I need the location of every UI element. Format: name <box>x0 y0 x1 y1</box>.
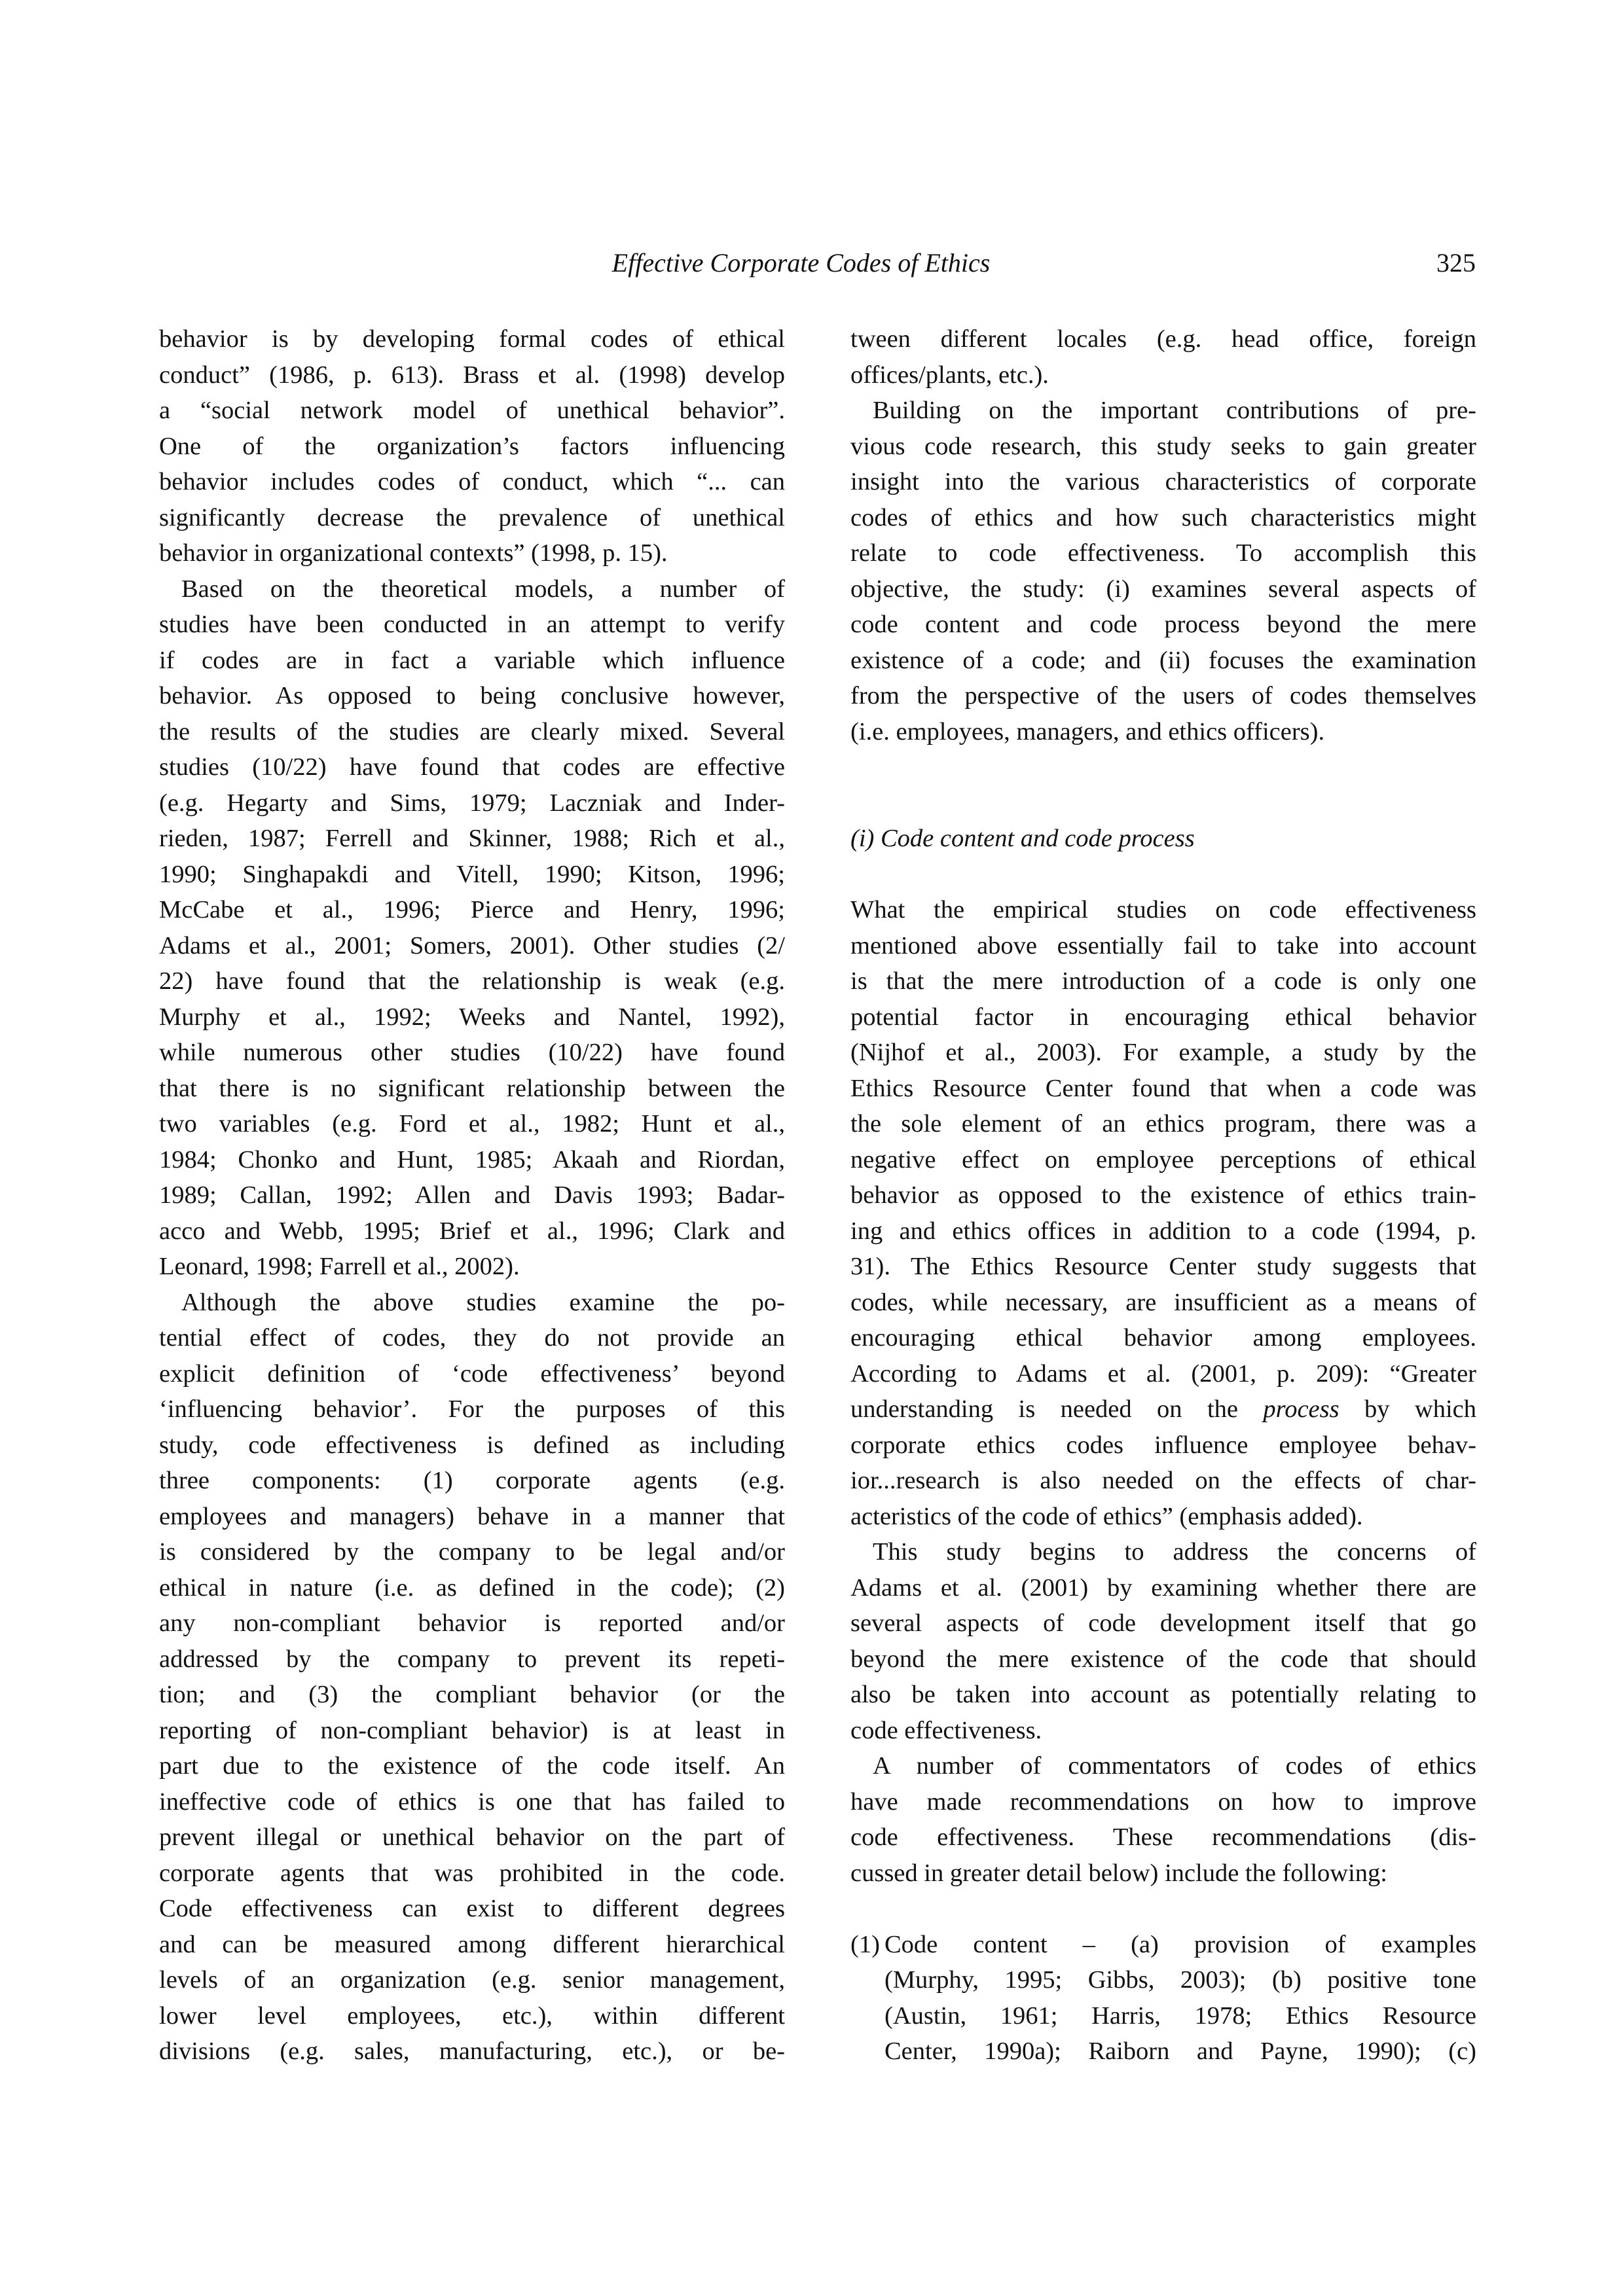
text-line: three components: (1) corporate agents (e.g. <box>159 1467 785 1494</box>
text-line: two variables (e.g. Ford et al., 1982; Hunt et al., <box>159 1110 785 1138</box>
list-item <box>850 1927 1476 2070</box>
section-heading: (i) Code content and code process <box>850 825 1195 852</box>
text-line: encouraging ethical behavior among employees. <box>850 1324 1476 1352</box>
blank-line <box>850 1891 1476 1927</box>
text-line: the results of the studies are clearly mixed. Several <box>159 717 785 745</box>
text-line: ethical in nature (i.e. as defined in the code); (2) <box>159 1573 785 1602</box>
text-line: part due to the existence of the code itself. An <box>159 1752 785 1780</box>
text-line: potential factor in encouraging ethical behavior <box>850 1003 1476 1031</box>
text-line: ior...research is also needed on the effects of char- <box>850 1467 1476 1494</box>
text-line: 22) have found that the relationship is weak (e.g. <box>159 967 785 995</box>
text-line: 1989; Callan, 1992; Allen and Davis 1993; Badar- <box>159 1181 785 1209</box>
text-line: several aspects of code development itself that go <box>850 1609 1476 1637</box>
text-line: is considered by the company to be legal and/or <box>159 1538 785 1566</box>
text-line: objective, the study: (i) examines several aspects of <box>850 575 1476 603</box>
text-line: 1990; Singhapakdi and Vitell, 1990; Kitson, 1996; <box>159 860 785 888</box>
text-segment: understanding is needed on the <box>850 1395 1264 1423</box>
page-number: 325 <box>1436 248 1476 278</box>
text-line: significantly decrease the prevalence of unethical <box>159 503 785 531</box>
text-line: code content and code process beyond the mere <box>850 611 1476 638</box>
text-line: Adams et al., 2001; Somers, 2001). Other studies (2/ <box>159 931 785 960</box>
text-line: from the perspective of the users of codes themselves <box>850 682 1476 709</box>
paragraph <box>850 393 1476 749</box>
text-line: This study begins to address the concerns of <box>873 1538 1476 1566</box>
right-column <box>850 321 1476 2070</box>
text-line: acteristics of the code of ethics” (emphasis added). <box>850 1502 1363 1530</box>
text-line: a “social network model of unethical behavior”. <box>159 397 785 424</box>
text-line: beyond the mere existence of the code that should <box>850 1645 1476 1673</box>
text-line: Murphy et al., 1992; Weeks and Nantel, 1992), <box>159 1003 785 1031</box>
text-line: corporate ethics codes influence employee behav- <box>850 1431 1476 1459</box>
text-line: Center, 1990a); Raiborn and Payne, 1990); (c) <box>884 2037 1476 2065</box>
blank-line <box>850 785 1476 821</box>
text-line: Adams et al. (2001) by examining whether there are <box>850 1573 1476 1602</box>
text-line: addressed by the company to prevent its repeti- <box>159 1645 785 1673</box>
text-line: codes of ethics and how such characteristics might <box>850 503 1476 531</box>
list-number: (1) <box>850 1930 880 1958</box>
text-line: rieden, 1987; Ferrell and Skinner, 1988; Rich et al., <box>159 825 785 852</box>
text-line: if codes are in fact a variable which influence <box>159 646 785 674</box>
text-line: that there is no significant relationship between the <box>159 1074 785 1102</box>
text-line: tween different locales (e.g. head office, foreign <box>850 325 1476 353</box>
text-line: 31). The Ethics Resource Center study suggests that <box>850 1253 1476 1280</box>
text-line: behavior as opposed to the existence of ethics train- <box>850 1181 1476 1209</box>
text-line: A number of commentators of codes of ethics <box>873 1752 1476 1780</box>
text-line: tential effect of codes, they do not provide an <box>159 1324 785 1352</box>
text-line: study, code effectiveness is defined as including <box>159 1431 785 1459</box>
text-line: tion; and (3) the compliant behavior (or the <box>159 1681 785 1708</box>
paragraph <box>159 1285 785 2070</box>
text-line: ineffective code of ethics is one that has failed to <box>159 1787 785 1816</box>
left-column <box>159 321 785 2070</box>
text-line: negative effect on employee perceptions of ethical <box>850 1145 1476 1174</box>
text-line: vious code research, this study seeks to gain greater <box>850 432 1476 460</box>
text-line: is that the mere introduction of a code is only one <box>850 967 1476 995</box>
text-line: prevent illegal or unethical behavior on the part of <box>159 1823 785 1851</box>
text-line: mentioned above essentially fail to take into account <box>850 931 1476 960</box>
text-line: (Murphy, 1995; Gibbs, 2003); (b) positive tone <box>884 1966 1476 1994</box>
text-line: Although the above studies examine the po- <box>181 1288 785 1316</box>
text-line: reporting of non-compliant behavior) is at least in <box>159 1716 785 1744</box>
text-line: code effectiveness. These recommendations (dis- <box>850 1823 1476 1851</box>
text-line: behavior is by developing formal codes of ethical <box>159 325 785 353</box>
text-line: studies have been conducted in an attempt to verify <box>159 611 785 638</box>
text-line: Code content – (a) provision of examples <box>884 1930 1476 1958</box>
running-head <box>159 243 1476 283</box>
text-line: behavior. As opposed to being conclusive however, <box>159 682 785 709</box>
paragraph <box>159 571 785 1285</box>
paragraph <box>850 892 1476 1534</box>
blank-line <box>850 857 1476 893</box>
text-line: conduct” (1986, p. 613). Brass et al. (1998) develop <box>159 361 785 389</box>
text-line: the sole element of an ethics program, there was a <box>850 1110 1476 1138</box>
text-line: code effectiveness. <box>850 1716 1042 1744</box>
text-line: (e.g. Hegarty and Sims, 1979; Laczniak and Inder- <box>159 789 785 817</box>
blank-line <box>850 749 1476 785</box>
text-line: (Austin, 1961; Harris, 1978; Ethics Resource <box>884 2001 1476 2030</box>
text-line: Ethics Resource Center found that when a code was <box>850 1074 1476 1102</box>
text-line: ing and ethics offices in addition to a code (1994, p. <box>850 1217 1476 1245</box>
text-line: McCabe et al., 1996; Pierce and Henry, 1996; <box>159 896 785 924</box>
text-line: also be taken into account as potentially relating to <box>850 1681 1476 1708</box>
text-line: offices/plants, etc.). <box>850 361 1049 389</box>
text-line: explicit definition of ‘code effectiveness’ beyond <box>159 1359 785 1388</box>
text-line: and can be measured among different hierarchical <box>159 1930 785 1958</box>
running-title: Effective Corporate Codes of Ethics <box>611 248 991 278</box>
text-line: ‘influencing behavior’. For the purposes of this <box>159 1395 785 1423</box>
text-line: lower level employees, etc.), within different <box>159 2001 785 2030</box>
text-line: while numerous other studies (10/22) have found <box>159 1039 785 1066</box>
text-line: divisions (e.g. sales, manufacturing, etc.), or be- <box>159 2037 785 2065</box>
text-line: insight into the various characteristics of corporate <box>850 468 1476 495</box>
text-line <box>850 1391 1476 1427</box>
text-segment: by which <box>1339 1395 1476 1423</box>
paragraph <box>850 1534 1476 1748</box>
paragraph <box>850 321 1476 393</box>
paragraph <box>850 1748 1476 1891</box>
text-line: Based on the theoretical models, a number of <box>181 575 785 603</box>
text-line: Code effectiveness can exist to different degrees <box>159 1895 785 1922</box>
text-line: According to Adams et al. (2001, p. 209): “Greater <box>850 1359 1476 1388</box>
text-line: existence of a code; and (ii) focuses the examination <box>850 646 1476 674</box>
text-line: (Nijhof et al., 2003). For example, a study by the <box>850 1039 1476 1066</box>
text-line: cussed in greater detail below) include the following: <box>850 1859 1388 1887</box>
text-line: behavior includes codes of conduct, which “... can <box>159 468 785 495</box>
text-line: Building on the important contributions of pre- <box>873 397 1476 424</box>
text-line: acco and Webb, 1995; Brief et al., 1996; Clark and <box>159 1217 785 1245</box>
paragraph <box>159 321 785 571</box>
text-line: (i.e. employees, managers, and ethics officers). <box>850 717 1325 745</box>
text-line: What the empirical studies on code effectiveness <box>850 896 1476 924</box>
text-line: employees and managers) behave in a manner that <box>159 1502 785 1530</box>
text-line: codes, while necessary, are insufficient as a means of <box>850 1288 1476 1316</box>
text-line: 1984; Chonko and Hunt, 1985; Akaah and Riordan, <box>159 1145 785 1174</box>
text-line: One of the organization’s factors influencing <box>159 432 785 460</box>
text-line: relate to code effectiveness. To accomplish this <box>850 539 1476 567</box>
text-line: corporate agents that was prohibited in the code. <box>159 1859 785 1887</box>
emphasized-text: process <box>1263 1395 1340 1423</box>
text-line: behavior in organizational contexts” (1998, p. 15). <box>159 539 668 567</box>
text-line: Leonard, 1998; Farrell et al., 2002). <box>159 1253 520 1280</box>
text-line: any non-compliant behavior is reported and/or <box>159 1609 785 1637</box>
text-line: have made recommendations on how to improve <box>850 1787 1476 1816</box>
text-line: studies (10/22) have found that codes are effective <box>159 753 785 781</box>
text-line: levels of an organization (e.g. senior management, <box>159 1966 785 1994</box>
